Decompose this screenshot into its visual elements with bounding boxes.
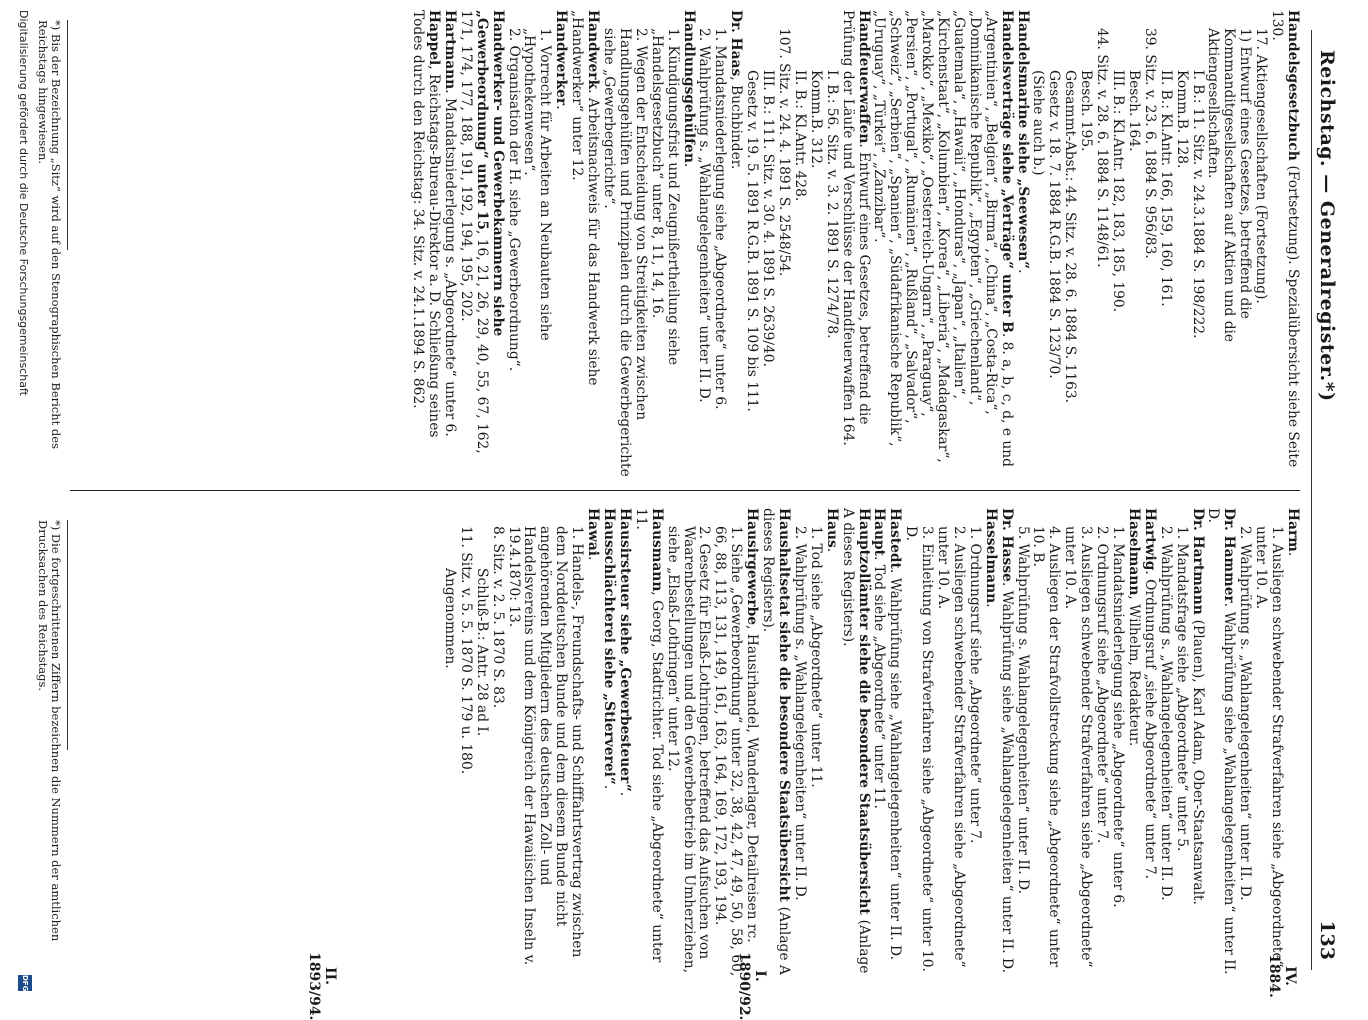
- register-entry: 1. Siehe „Gewerbeordnung“ unter 32, 38, 42, 47, 49, 50, 58, 60, 66, 88, 113, 131, 149, 161, 163, 164, 169, 172, 193, 194.: [712, 526, 745, 977]
- entry-headword: Haus: [823, 508, 840, 548]
- register-entry: Hasselmann.: [982, 508, 999, 608]
- register-entry: Happel, Reichstags-Bureau-Direktor a. D. Schließung seines Todes durch den Reichstag: 34. Sitz. v. 24.1.1894 S. 862.: [410, 10, 443, 438]
- register-entry: Angenommen.: [441, 568, 458, 669]
- entry-headword: Hausirsteuer siehe „Gewerbesteuer“: [616, 508, 633, 792]
- entry-headword: Handfeuerwaffen: [855, 10, 872, 144]
- footnote-rule: [67, 20, 68, 250]
- entry-headword: Haupt: [871, 508, 888, 557]
- register-entry: Dr. Hammer. Wahlprüfung siehe „Wahlangelegenheiten“ unter II. D.: [1205, 508, 1238, 975]
- register-entry: 5. Wahlprüfung s. Wahlangelegenheiten“ unter II. D.: [1014, 526, 1031, 894]
- register-entry: 1. Mandatsniederlegung siehe „Abgeordnete“ unter 6.: [1110, 526, 1127, 908]
- register-entry: 1. Ordnungsruf siehe „Abgeordnete“ unter 7.: [966, 526, 983, 844]
- register-entry: Haupt. Tod siehe „Abgeordnete“ unter 11.: [871, 508, 888, 809]
- register-entry: 11. Sitz. v. 5. 5. 1870 S. 179 u. 180.: [457, 526, 474, 775]
- margin-year-2: [736, 952, 768, 1020]
- register-entry: 4. Ausliegen der Strafvollstreckung siehe „Abgeordnete“ unter 10. B.: [1030, 526, 1063, 968]
- register-entry: Besch. 195.: [1078, 70, 1095, 152]
- register-entry: 1. Vorrecht für Arbeiten an Neubauten siehe „Hypothekenwesen“.: [521, 28, 554, 341]
- register-entry: 1. Tod siehe „Abgeordnete“ unter 11.: [807, 526, 824, 788]
- entry-headword: Haushaltsetat siehe die besondere Staatsübersicht: [776, 508, 792, 907]
- entry-headword: Happel: [426, 10, 443, 66]
- margin-year-1: [1266, 952, 1298, 1000]
- left-column: [409, 10, 1300, 480]
- entry-headword: Handelsgesetzbuch: [1285, 10, 1301, 166]
- register-entry: Komm.B. 312.: [807, 70, 824, 169]
- register-entry: Handfeuerwaffen. Entwurf eines Gesetzes, betreffend die Prüfung der Läufe und Verschlüsse der Handfeuerwaffen 164.: [839, 10, 872, 446]
- footnote-rule: [67, 520, 68, 750]
- register-entry: 1. Kündigungsfrist und Zeugnißertheilung siehe „Handelsgesetzbuch“ unter 8, 11, 14, 16.: [648, 28, 681, 366]
- register-entry: 17. Aktiengesellschaften (Fortsetzung).: [1253, 28, 1270, 304]
- entry-headword: Dr. Haas: [728, 10, 745, 77]
- entry-headword: Hausmann: [648, 508, 665, 592]
- register-entry: Hawai.: [585, 508, 602, 561]
- register-entry: Hausschlächterei siehe „Stierverei“.: [601, 508, 618, 790]
- register-entry: 2. Ausliegen schwebender Strafverfahren siehe „Abgeordnete“ unter 10. A.: [935, 526, 967, 968]
- margin-year: 1884.: [1266, 954, 1282, 998]
- register-entry: Handwerker.: [553, 10, 570, 110]
- margin-roman: I.: [752, 970, 768, 982]
- register-entry: I. B.: 11. Sitz. v. 24.3.1884 S. 198/222.: [1189, 70, 1206, 339]
- register-entry: Handlungsgehülfen.: [680, 10, 697, 168]
- register-entry: Besch. 164.: [1125, 70, 1142, 152]
- register-entry: Dr. Hartmann (Plauen), Karl Adam, Ober-Staatsanwalt.: [1189, 508, 1206, 905]
- entry-headword: Haselmann: [1125, 508, 1142, 596]
- register-entry: Gesetz v. 18. 7. 1884 R.G.B. 1884 S. 123/70.: [1046, 70, 1063, 379]
- entry-headword: Dr. Hasse: [998, 508, 1015, 582]
- register-entry: Haushaltsetat siehe die besondere Staatsübersicht (Anlage A dieses Registers).: [760, 508, 792, 975]
- register-entry: 107. Sitz. v. 24. 4. 1891 S. 2548/54.: [776, 28, 792, 277]
- entry-headword: Dr. Hammer: [1221, 508, 1238, 603]
- register-entry: II. B.: Kl.Antr. 166, 159, 160, 161.: [1157, 70, 1174, 307]
- register-entry: „Argentinien“, „Belgien“, „Birma“, „China“, „Costa-Rica“, „Dominikanische Republik“, „Egypten“, „Griechenland“, „Guatemala“, „Hawaii“, „Honduras“, „Japan“, „Italien“, „Kirchenstaat“, „Kolumbien“, „Korea“, „Liberia“, „Madagaskar“, „Marokko“, „Mexiko“, „Oesterreich-Ungarn“, „Paraguay“, „Persien“, „Portugal“, „Rumänien“, „Rußland“, „Salvador“, „Schweiz“, „Serbien“, „Spanien“, „Südafrikanische Republik“, „Uruguay“, „Türkei“, „Zanzibar“.: [871, 10, 999, 463]
- margin-roman: II.: [322, 967, 338, 985]
- register-entry: 1) Entwurf eines Gesetzes, betreffend die Kommanditgesellschaften auf Aktien und die Aktiengesellschaften.: [1205, 28, 1254, 343]
- entry-headword: Hawai: [585, 508, 602, 557]
- right-column: [441, 508, 1300, 978]
- register-entry: 2. Wahlprüfung s. „Wahlangelegenheiten“ unter II. D.: [1237, 526, 1254, 901]
- register-entry: III. B.: Kl.Antr. 182, 183, 185, 190.: [1110, 70, 1127, 313]
- register-entry: 44. Sitz. v. 28. 6. 1884 S. 1148/61.: [1094, 28, 1111, 268]
- footnote-right: *) Die fortgeschrittenen Ziffern bezeichnen die Nummern der amtlichen Drucksachen des Reichstags.: [36, 520, 63, 942]
- register-entry: I. B.: 56. Sitz. v. 3. 2. 1891 S. 1274/78.: [823, 70, 840, 339]
- register-entry: Handelsverträge siehe „Verträge“ unter B. 8. a, b, c, d, e und: [998, 10, 1015, 467]
- entry-headword: Harm: [1285, 508, 1301, 552]
- register-entry: 2. Wahlprüfung s. „Wahlangelegenheiten“ unter II. D.: [696, 28, 713, 403]
- register-entry: Hausmann, Georg, Stadtrichter. Tod siehe „Abgeordnete“ unter 11.: [632, 508, 665, 963]
- register-entry: Hastedt. Wahlprüfung siehe „Wahlangelegenheiten“ unter II. D.: [887, 508, 904, 961]
- register-entry: Handelsmarine siehe „Seewesen“.: [1014, 10, 1031, 274]
- register-entry: Handwerk. Arbeitsnachweis für das Handwerk siehe „Handwerker“ unter 12.: [569, 10, 602, 386]
- entry-headword: Handlungsgehülfen: [680, 10, 697, 163]
- register-entry: 2. Wahlprüfung s. „Wahlangelegenheiten“ unter II. D.: [1157, 526, 1174, 901]
- register-entry: Hauptzollämter siehe die besondere Staatsübersicht (Anlage A dieses Registers).: [839, 508, 872, 974]
- dfg-logo: DFG: [18, 975, 32, 991]
- register-entry: Komm.B. 128.: [1173, 70, 1190, 169]
- register-entry: 2. Wegen der Entscheidung von Streitigkeiten zwischen Handlungsgehülfen und Prinzipalen durch die Gewerbegerichte siehe „Gewerbegerichte“.: [601, 28, 649, 477]
- register-entry: Dr. Hasse. Wahlprüfung siehe „Wahlangelegenheiten“ unter II. D.: [998, 508, 1015, 973]
- entry-headword: Handwerker- und Gewerbekammern siehe „Gewerbeordnung“ unter 15: [473, 10, 506, 337]
- page-number: 133: [1316, 920, 1338, 960]
- entry-headword: Hartmann: [441, 10, 458, 90]
- entry-headword: Hausschlächterei siehe „Stierverei“: [601, 508, 618, 785]
- entry-headword: Hastedt: [887, 508, 904, 569]
- margin-roman: IV.: [1282, 966, 1298, 986]
- header-rule: [1311, 30, 1312, 970]
- register-entry: 2. Ordnungsruf siehe „Abgeordnete“ unter 7.: [1094, 526, 1111, 844]
- register-entry: 1. Handels-, Freundschafts- und Schifffahrtsvertrag zwischen dem Norddeutschen Bunde und dem diesem Bunde nicht angehörenden Mitgliedern des deutschen Zoll- und Handelsvereins und dem Königreich der Hawaiischen Inseln v. 19.4.1870: 13.: [505, 526, 586, 966]
- entry-headword: Handwerker: [553, 10, 570, 106]
- entry-headword: Handwerk: [585, 10, 602, 90]
- register-entry: 1. Mandatsfrage siehe „Abgeordnete“ unter 5.: [1173, 526, 1190, 852]
- register-entry: Hartwig. Ordnungsruf „siehe Abgeordnete“ unter 7.: [1141, 508, 1158, 880]
- margin-year: 1890/92.: [736, 952, 752, 1020]
- register-entry: II. B.: Kl.Antr. 428.: [791, 70, 808, 202]
- register-entry: Hartmann. Mandatsniederlegung s. „Abgeordnete“ unter 6.: [441, 10, 458, 437]
- register-entry: Gesetz v. 19. 5. 1891 R.G.B. 1891 S. 109 bis 111.: [744, 70, 761, 412]
- margin-year-3: [306, 952, 338, 1020]
- register-entry: Hausirsteuer siehe „Gewerbesteuer“.: [616, 508, 633, 797]
- register-entry: Harm.: [1285, 508, 1301, 557]
- entry-headword: Hauptzollämter siehe die besondere Staatsübersicht: [855, 508, 872, 920]
- entry-headword: Dr. Hartmann: [1189, 508, 1206, 620]
- entry-headword: Handelsverträge siehe „Verträge“ unter B: [998, 10, 1015, 333]
- register-entry: Gesammt-Abst.: 44. Sitz. v. 28. 6. 1884 S. 1163.: [1062, 70, 1079, 404]
- digitization-credit: Digitalisierung gefördert durch die Deutsche Forschungsgemeinschaft: [17, 10, 30, 396]
- register-entry: 1. Mandatsniederlegung siehe „Abgeordnete“ unter 6.: [712, 28, 729, 410]
- page-title: Reichstag. — Generalregister.*): [1316, 50, 1338, 402]
- register-entry: III. B.: 111. Sitz. v. 30. 4. 1891 S. 2639/40.: [760, 70, 777, 367]
- margin-year: 1893/94.: [306, 952, 322, 1020]
- register-entry: 8. Sitz. v. 2. 5. 1870 S. 83.: [489, 526, 506, 709]
- footnote-left: *) Bis der Bezeichnung „Sitz“ wird auf den Stenographischen Bericht des Reichstags hingewiesen.: [36, 20, 63, 449]
- register-entry: 2. Wahlprüfung s. „Wahlangelegenheiten“ unter II. D.: [791, 526, 808, 901]
- entry-headword: Hasselmann: [982, 508, 999, 604]
- register-entry: Haus.: [823, 508, 840, 553]
- register-entry: Haselmann, Wilhelm, Redakteur.: [1125, 508, 1142, 747]
- register-entry: Hausirgewerbe, Hausirhandel, Wanderlager, Detailreisen rc.: [744, 508, 761, 943]
- register-entry: 39. Sitz. v. 23. 6. 1884 S. 956/83.: [1141, 28, 1158, 259]
- register-entry: Handelsgesetzbuch (Fortsetzung). Spezialübersicht siehe Seite 130.: [1269, 10, 1301, 468]
- register-entry: Dr. Haas, Buchbinder.: [728, 10, 745, 170]
- column-divider: [70, 490, 1300, 491]
- register-entry: Handwerker- und Gewerbekammern siehe „Gewerbeordnung“ unter 15, 16, 21, 26, 29, 40, 55, 67, 162, 171, 174, 177, 188, 191, 192, 194, 195, 202.: [457, 10, 506, 454]
- register-entry: 1. Ausliegen schwebender Strafverfahren siehe „Abgeordnete“ unter 10. A.: [1253, 526, 1286, 968]
- entry-headword: Hartwig: [1141, 508, 1158, 571]
- register-entry: 3. Ausliegen schwebender Strafverfahren siehe „Abgeordnete“ unter 10. A.: [1062, 526, 1095, 968]
- register-entry: 2. Gesetz für Elsaß-Lothringen, betreffend das Aufsuchen von Waarenbestellungen und den Gewerbebetrieb im Umherziehen, siehe „Elsaß-Lothringen“ unter 12.: [664, 526, 713, 974]
- register-entry: (Siehe auch b.): [1030, 70, 1047, 176]
- entry-headword: Hausirgewerbe: [744, 508, 761, 626]
- entry-headword: Handelsmarine siehe „Seewesen“: [1014, 10, 1031, 270]
- register-entry: Schluß-B.: Antr. 28 ad I.: [473, 568, 490, 737]
- register-entry: 2. Organisation der H. siehe „Gewerbeordnung“.: [505, 28, 522, 372]
- register-entry: 3. Einleitung von Strafverfahren siehe „Abgeordnete“ unter 10. D.: [903, 526, 936, 972]
